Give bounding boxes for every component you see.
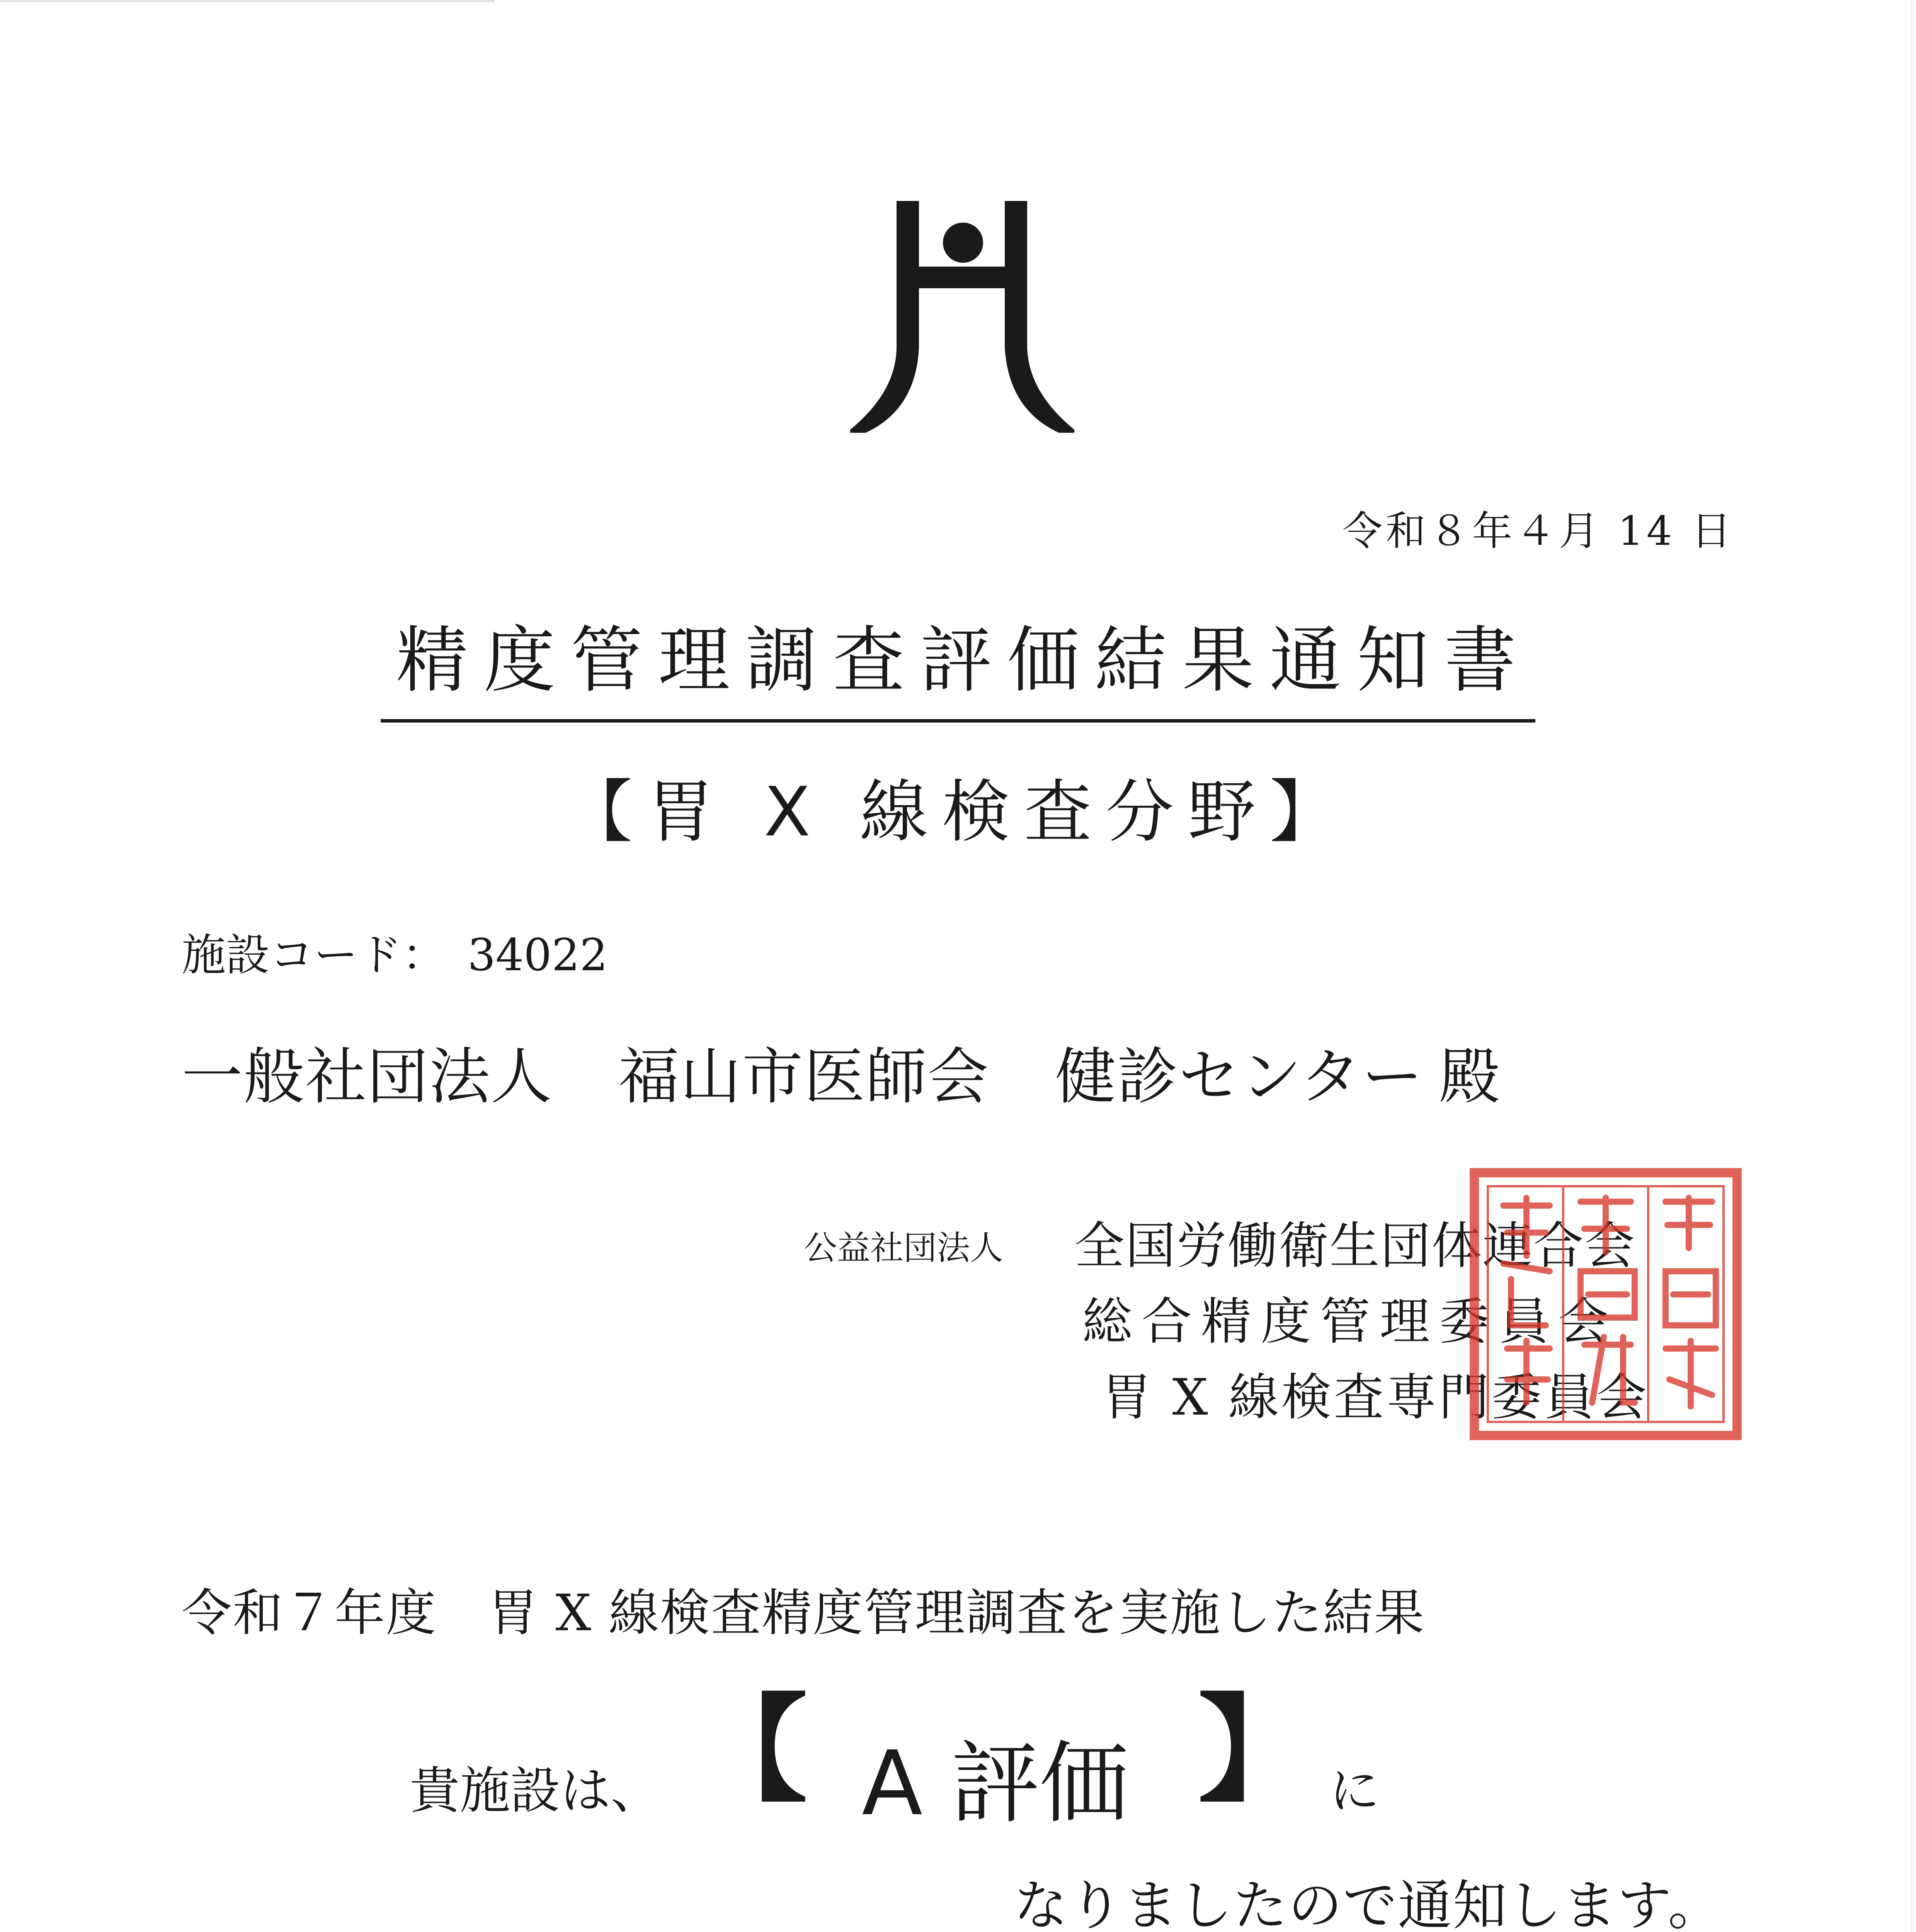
grade-value: A 評価 (862, 1732, 1129, 1835)
issuer-org-name: 全国労働衛生団体連合会 (1074, 1216, 1636, 1275)
facility-code (182, 920, 608, 983)
document-title-text: 精度管理調査評価結果通知書 (381, 603, 1535, 723)
grade-close-bracket: 】 (1198, 1683, 1314, 1818)
facility-code-value: 34022 (468, 929, 608, 981)
grade-suffix: に (1329, 1761, 1380, 1820)
issuer-subcommittee: 胃 X 線検査専門委員会 (1101, 1368, 1649, 1427)
issuer-org-type: 公益社団法人 (804, 1229, 1003, 1267)
grade-prefix: 貴施設は、 (410, 1761, 661, 1820)
red-seal-stamp (1465, 1163, 1747, 1445)
issuer-committee: 総合精度管理委員会 (1082, 1292, 1618, 1351)
scan-edge-top (0, 0, 495, 2)
notification-statement: なりましたので通知します。 (1014, 1874, 1723, 1932)
recipient-org-type: 一般社団法人 (182, 1041, 553, 1112)
document-subtitle: 【胃 X 線検査分野】 (564, 772, 1352, 852)
recipient-org-name: 福山市医師会 (618, 1041, 989, 1112)
facility-code-label: 施設コード： (182, 929, 446, 981)
recipient-dept-name: 健診センター (1055, 1041, 1424, 1112)
grade-open-bracket: 【 (692, 1683, 808, 1818)
issue-date: 令和８年４月 14 日 (1342, 507, 1734, 554)
organization-logo (850, 201, 1074, 433)
recipient (182, 1028, 1501, 1116)
scan-edge-right (1911, 0, 1913, 1932)
document-title (0, 603, 1916, 723)
result-intro: 令和７年度 胃 X 線検査精度管理調査を実施した結果 (182, 1583, 1425, 1642)
recipient-honorific: 殿 (1439, 1041, 1501, 1112)
